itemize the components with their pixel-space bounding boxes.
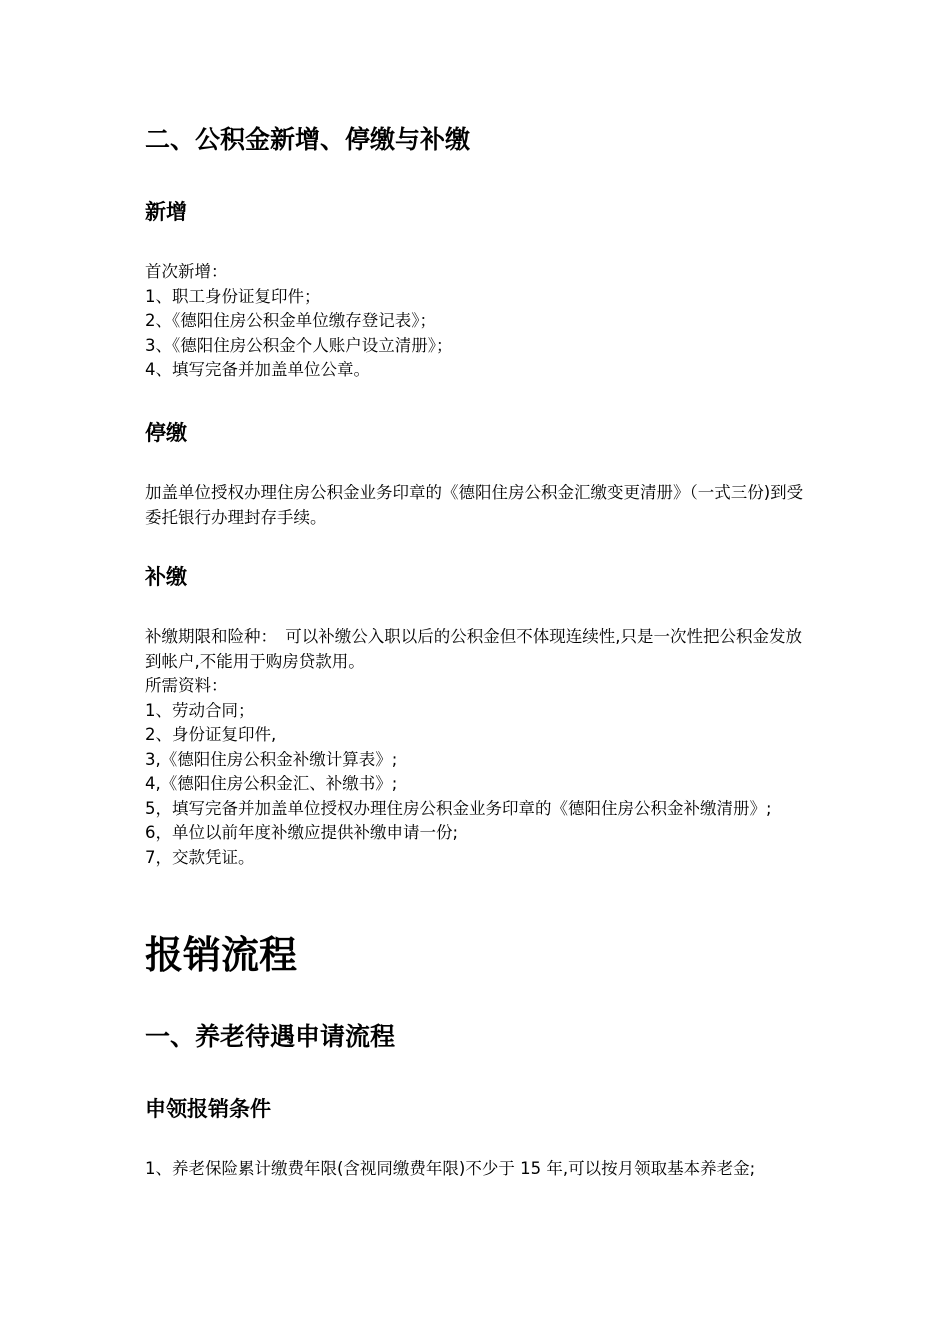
tiaojian-text-block xyxy=(145,1157,810,1182)
list-item: 6，单位以前年度补缴应提供补缴申请一份; xyxy=(145,823,459,842)
list-item: 所需资料： xyxy=(145,676,228,695)
heading-tiaojian: 申领报销条件 xyxy=(145,1097,271,1121)
bujiao-intro: 补缴期限和险种： 可以补缴公入职以后的公积金但不体现连续性,只是一次性把公积金发放到帐户,不能用于购房贷款用。 xyxy=(145,627,802,671)
list-item: 3,《德阳住房公积金补缴计算表》; xyxy=(145,749,398,769)
chapter-title-baoxiao: 报销流程 xyxy=(145,933,298,977)
list-item: 7，交款凭证。 xyxy=(145,847,255,867)
list-item: 3、《德阳住房公积金个人账户设立清册》； xyxy=(145,335,453,355)
list-item: 4,《德阳住房公积金汇、补缴书》; xyxy=(145,774,398,793)
list-item: 5，填写完备并加盖单位授权办理住房公积金业务印章的《德阳住房公积金补缴清册》; xyxy=(145,798,772,818)
list-item: 首次新增： xyxy=(145,262,228,281)
list-item: 2、身份证复印件, xyxy=(145,725,277,744)
tingjiao-paragraph: 加盖单位授权办理住房公积金业务印章的《德阳住房公积金汇缴变更清册》（一式三份)到受委托银行办理封存手续。 xyxy=(145,483,804,527)
list-item: 2、《德阳住房公积金单位缴存登记表》； xyxy=(145,311,436,330)
section-title-yanglao: 一、养老待遇申请流程 xyxy=(145,1022,396,1051)
heading-tingjiao: 停缴 xyxy=(145,421,187,445)
heading-bujiao: 补缴 xyxy=(145,565,187,589)
list-item: 1、劳动合同； xyxy=(145,700,255,720)
list-item: 1、职工身份证复印件； xyxy=(145,286,321,306)
tingjiao-text-block xyxy=(145,481,810,530)
tiaojian-paragraph: 1、养老保险累计缴费年限(含视同缴费年限)不少于 15 年,可以按月领取基本养老金; xyxy=(145,1159,756,1178)
list-item: 4、填写完备并加盖单位公章。 xyxy=(145,360,370,379)
heading-xinzeng: 新增 xyxy=(145,200,187,224)
xinzeng-list xyxy=(145,260,810,383)
bujiao-list xyxy=(145,625,810,870)
section-title-gjj: 二、公积金新增、停缴与补缴 xyxy=(145,125,471,154)
